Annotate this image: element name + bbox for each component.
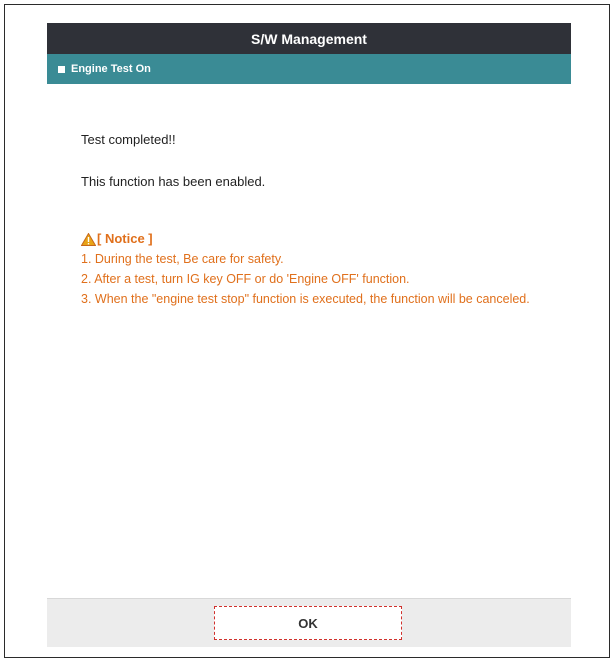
notice-title: [ Notice ] (97, 231, 153, 246)
sw-management-dialog (47, 23, 571, 643)
function-header (47, 54, 571, 84)
dialog-footer (47, 598, 571, 647)
dialog-content (81, 131, 541, 309)
warning-icon (81, 233, 96, 246)
dialog-title-text: S/W Management (251, 30, 367, 47)
notice-section (81, 229, 541, 309)
status-message: Test completed!! (81, 132, 176, 147)
function-name: Engine Test On (71, 63, 151, 75)
dialog-title (47, 23, 571, 54)
notice-line: 1. During the test, Be care for safety. (81, 252, 284, 266)
notice-heading (81, 229, 541, 249)
screen-frame (4, 4, 610, 658)
result-message: This function has been enabled. (81, 174, 266, 189)
notice-line: 2. After a test, turn IG key OFF or do 'Engine OFF' function. (81, 272, 410, 286)
square-bullet-icon (58, 66, 65, 73)
notice-line: 3. When the "engine test stop" function is executed, the function will be canceled. (81, 292, 530, 306)
ok-button[interactable]: OK (214, 606, 402, 640)
